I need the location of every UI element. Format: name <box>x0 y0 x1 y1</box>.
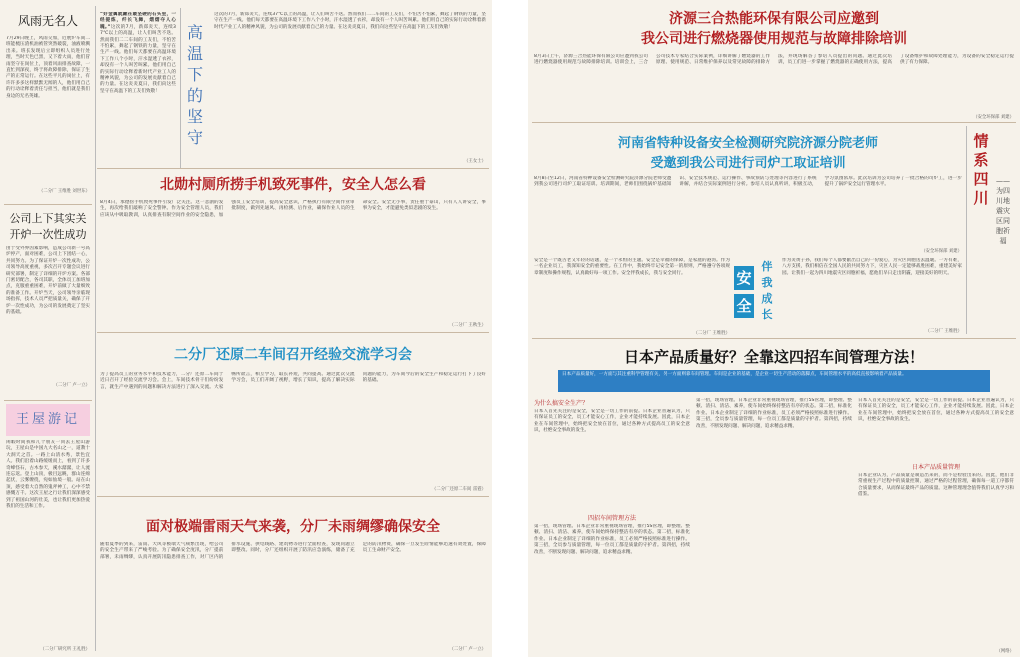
section-rule <box>97 332 489 333</box>
article-subhead: 为什么搞安全生产？ <box>534 400 589 407</box>
article-body: 随着夏季的到来，雷雨、大风等极端天气频繁出现，给公司的安全生产带来了严峻考验。为了确保安全度汛，分厂提前部署，未雨绸缪，认真开展防汛隐患排查工作，对厂区内的排水设施、供电线路、建筑物等进行全面检查，发现问题立即整改。同时，分厂还组织开展了防汛应急演练，储备了充足的防汛物资，确保一旦发生险情能够迅速有效处置，保障员工生命财产安全。 <box>100 542 486 560</box>
article-body: 日本企业认为，产品质量是制造出来的，而不是检验出来的。因此，他们非常重视生产过程中的质量控制，通过严格的过程管理，确保每一道工序都符合质量要求，从而保证最终产品的质量。这种管理理念值得我们认真学习和借鉴。 <box>858 473 1014 498</box>
article-title-vertical: 情系四川 <box>973 132 989 207</box>
article-body-text: 这次的7月，新郑炎天，连续37℃以上的高温，让人们叫苦不迭。然而我们二二车间的工友们，不怕苦不怕累，舞起了钢铁的力量，坚守在生产一线。他们每天都要在高温环境下工作八个小时，汗水湿透了衣衫，却没有一个人叫苦叫累。他们用自己的实际行动诠释着新时代产业工人的精神风貌，为公司的发展贡献着自己的力量。在这炎炎夏日，我们向这些坚守在高温下的工友们致敬！ <box>100 24 176 94</box>
safety-char: 长 <box>761 308 773 321</box>
article-byline: （二分厂还原二车间 雷霆） <box>431 487 486 492</box>
article-title: 受邀到我公司进行司炉工取证培训 <box>650 156 846 171</box>
article-body: 日本人首先关注的是安全，安全是一切工作的前提。日本企业普遍认为，只有保证员工的安全，员工才能安心工作，企业才能持续发展。因此，日本企业在车间管理中，始终把安全放在首位，通过各种方式提高员工的安全意识，杜绝安全事故的发生。 <box>534 409 690 434</box>
section-rule <box>97 496 489 497</box>
article-body: 这次的7月，新郑炎天，连续37℃以上的高温，让人们叫苦不迭。然而我们二二车间的工友们，不怕苦不怕累，舞起了钢铁的力量，坚守在生产一线。他们每天都要在高温环境下工作八个小时，汗水湿透了衣衫，却没有一个人叫苦叫累。他们用自己的实际行动诠释着新时代产业工人的精神风貌，为公司的发展贡献着自己的力量。在这炎炎夏日，我们向这些坚守在高温下的工友们致敬！ <box>214 12 486 30</box>
article-title: 开炉一次性成功 <box>9 228 87 241</box>
travel-banner <box>6 404 90 436</box>
article-title: 我公司进行燃烧器使用规范与故障排除培训 <box>641 31 907 47</box>
article-byline: （王女士） <box>464 159 486 164</box>
section-rule <box>97 168 489 169</box>
article-subhead: 日本产品质量管理 <box>911 464 960 471</box>
article-body: 日本人首先关注的是安全，安全是一切工作的前提。日本企业普遍认为，只有保证员工的安全，员工才能安心工作，企业才能持续发展。因此，日本企业在车间管理中，始终把安全放在首位，通过各种方式提高员工的安全意识，杜绝安全事故的发生。 <box>858 398 1014 423</box>
article-body: 7月29日晚上，风雨交加，近展炉车间二班能梳压渣机油被管突然破裂，油液喷溅出来。班长发现后立即组织人员进行处理，当时天色已黑，又下着大雨，他们冒雨坚守在岗位上，顶着风雨排查故障，一直忙到深夜，终于将故障排除，保证了生产的正常运行。在这些平凡的岗位上，有许许多多这样默默无闻的人，他们用自己的行动诠释着责任与担当，他们就是我们身边的无名英雄。 <box>6 36 90 99</box>
article-column <box>858 398 1014 648</box>
article-title-vertical: 高温下的坚守 <box>186 23 203 147</box>
lead-box <box>558 370 990 392</box>
safety-char: 我 <box>761 276 773 289</box>
safety-emblem <box>734 260 778 326</box>
article-body: 由于受外界因素影响，造成公司新一号高炉停产，面对困难，公司上下团结一心，共同努力。为了保证开炉一次性成功，公司领导高度重视，多次召开专题会议进行研究部署，制定了详细的开炉方案。各部门密切配合，各司其职，全体员工加班加点，克服重重困难，开炉前做了大量细致的准备工作。开炉当天，公司领导亲临现场指挥，技术人员严把质量关，确保了开炉一次性成功，为公司的发展奠定了坚实的基础。 <box>6 246 90 316</box>
column-divider <box>95 6 96 651</box>
column-divider <box>966 126 967 334</box>
article-title: 公司上下其实关 <box>9 212 87 225</box>
article-byline: （二分厂 卢一立） <box>449 647 486 652</box>
article-body: 8月4日，承德捞手机致死事件引发广泛关注。这一悲剧的发生，再次给我们敲响了安全警钟。作为安全管理人员，我们应该从中吸取教训，认真排查有限空间作业的安全隐患，加强员工安全培训，提高安全意识，严格执行有限空间作业审批制度，做到先通风、再检测、后作业，确保作业人员的生命安全。安全无小事，责任重于泰山，只有人人讲安全，事事为安全，才能避免类似悲剧的发生。 <box>100 200 486 218</box>
article-title: 北勋村厕所捞手机致死事件，安全人怎么看 <box>160 177 426 193</box>
article-subhead: 四招车间管理方法 <box>587 515 636 522</box>
article-title: 王屋游记 <box>15 412 80 427</box>
article-byline: （二分厂 王维胜 刘世东） <box>38 189 90 194</box>
article-title: 河南省特种设备安全检测研究院济源分院老师 <box>617 136 878 151</box>
article-byline: （二分厂研究所 王礼胜） <box>40 647 90 652</box>
section-rule <box>4 400 92 401</box>
article-byline: （网络） <box>996 649 1014 654</box>
safety-char: 全 <box>734 294 754 318</box>
article-byline: （二分厂 王维胜） <box>693 331 730 336</box>
article-byline: （二分厂 王秋生） <box>449 323 486 328</box>
left-page <box>0 0 492 657</box>
article-body: 安全是一个既古老又年轻的话题，是一个永恒的主题。安全是幸福的保障，是家庭的港湾。作为一名企业员工，我深知安全的重要性。在工作中，我始终牢记安全第一的原则，严格遵守各项规章制度和操作规程，认真做好每一项工作。安全伴我成长，我与安全同行。 <box>534 258 730 276</box>
article-title: 面对极端雷雨天气来袭，分厂未雨绸缪确保安全 <box>146 519 440 535</box>
article-body: 第一招，现场管理。日本企业非常重视现场管理，推行5S管理，即整理、整顿、清扫、清洁、素养，使车间始终保持整洁有序的状态。第二招，标准化作业。日本企业制定了详细的作业标准，员工必须严格按照标准进行操作。第三招，全员参与质量管理，每一位员工都是质量的守护者。第四招，持续改善，不断发现问题、解决问题，追求精益求精。 <box>534 524 690 555</box>
article-quote: “好金属就藏在最坚硬的石头里，一经提炼，纤长飞舞，熠熠夺人心魄。” <box>100 12 176 30</box>
safety-char: 成 <box>761 292 773 305</box>
right-page <box>528 0 1020 657</box>
article-byline: （二分厂 王维胜） <box>925 329 962 334</box>
article-byline: （安全环保部 刘建） <box>973 115 1014 120</box>
article-title: 风雨无名人 <box>17 14 78 28</box>
article-byline: （二分厂 卢一立） <box>53 383 90 388</box>
safety-char: 安 <box>734 266 754 290</box>
article-body <box>100 12 176 162</box>
article-body: 作为炎黄子孙，我们每个人都要献出自己的一份爱心，为灾区同胞送去温暖。一方有难，八方支援，我们相信在全国人民的共同努力下，灾区人民一定能够战胜困难，重建美好家园。让我们一起为四川地震灾区同胞祈福，愿他们早日走出阴霾，迎接美好的明天。 <box>782 258 962 276</box>
safety-char: 伴 <box>761 260 773 273</box>
article-column <box>534 398 690 648</box>
article-title: 济源三合热能环保有限公司应邀到 <box>669 11 879 27</box>
article-body: 第一招，现场管理。日本企业非常重视现场管理，推行5S管理，即整理、整顿、清扫、清洁、素养，使车间始终保持整洁有序的状态。第二招，标准化作业。日本企业制定了详细的作业标准，员工必须严格按照标准进行操作。第三招，全员参与质量管理，每一位员工都是质量的守护者。第四招，持续改善，不断发现问题、解决问题，追求精益求精。 <box>696 398 852 429</box>
section-rule <box>4 204 92 205</box>
article-body: 闲暇时间我和几个朋友一同去王屋山游玩，王屋山是中国九大名山之一，道教十大洞天之首。一路上山清水秀，景色宜人。我们沿着山路缓缓而上，看到了许多奇峰怪石，古木参天，溪水潺潺，让人流连忘返。登上山顶，极目远眺，群山连绵起伏，云雾缭绕，宛如仙境一般。站在山顶，感受着大自然的鬼斧神工，心中不禁感慨万千。这次王屋之行让我们深深感受到了祖国山河的壮美，也让我们更加热爱我们的生活和工作。 <box>6 440 90 510</box>
article-body: 8月8日至12日，河南省特种设备安全检测研究院济源分院老师受邀到我公司进行司炉工取证培训。培训期间，老师们围绕锅炉基础知识、安全技术规范、运行操作、事故预防与处理等内容进行了系统讲解，并结合实际案例进行分析。参培人员认真听讲，积极互动，学习氛围浓厚。此次培训为公司培养了一批合格的司炉工，进一步提升了锅炉安全运行管理水平。 <box>534 176 962 188</box>
article-byline: （安全环保部 刘建） <box>921 249 962 254</box>
article-title: 日本产品质量好？全靠这四招车间管理方法！ <box>623 348 924 366</box>
section-rule <box>532 338 1016 339</box>
article-title: 二分厂还原二车间召开经验交流学习会 <box>174 347 412 363</box>
section-rule <box>532 122 1016 123</box>
article-subtitle-vertical: ——为四川地震灾区同胞祈福 <box>996 177 1010 245</box>
article-body: 为了提高员工的业务水平和技术能力，二分厂还原二车间于近日召开了经验交流学习会。会上，车间技术骨干们纷纷发言，就生产中遇到的问题和解决方法进行了深入交流。大家畅所欲言，相互学习，取长补短，共同提高。通过此次交流学习会，员工们开阔了视野，增长了知识，提高了解决实际问题的能力，为车间今后的安全生产和稳定运行打下了良好的基础。 <box>100 372 486 390</box>
article-lead: 日本产品质量好，一方面与其注重科学管理有关，另一方面则靠车间管理。车间是企业的基础，是企业一切生产活动的落脚点，车间管理水平的高低直接影响着产品质量。 <box>562 372 907 377</box>
article-body: 8月3日上午，济源三合热能环保有限公司应邀到我公司进行燃烧器使用规范与故障排除培训。培训会上，三合公司技术专家结合实际案例，详细讲解了燃烧器的工作原理、使用规范、日常维护保养以及常见故障的排除方法，并现场解答了参培人员提出的问题。通过此次培训，员工们进一步掌握了燃烧器的正确使用方法，提高了设备维护和故障处理能力，为设备的安全稳定运行提供了有力保障。 <box>534 54 1014 66</box>
